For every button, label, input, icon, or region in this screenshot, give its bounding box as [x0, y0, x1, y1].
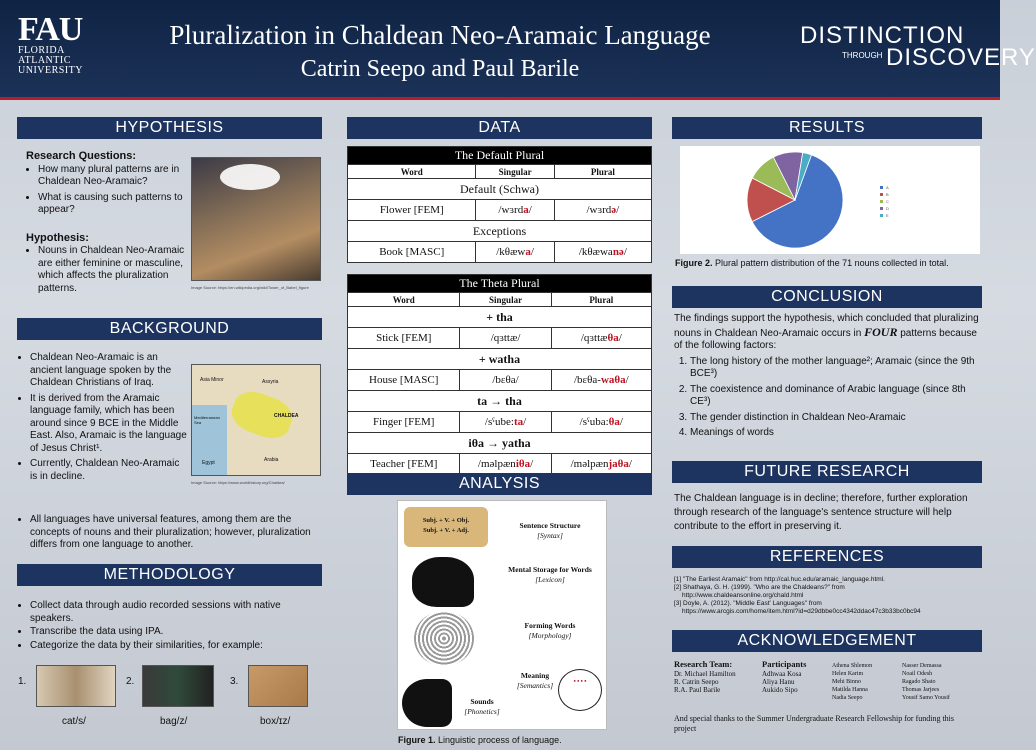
stage-sub: [Lexicon] [535, 575, 565, 584]
meaning-bubble: ● ● ● ● [558, 669, 602, 711]
rq-title: Research Questions: [26, 150, 137, 162]
word-cell: Finger [FEM] [348, 412, 460, 433]
map-label: Assyria [262, 379, 279, 385]
list-item: • What is causing such patterns to appear? [38, 192, 186, 217]
stage-sub: [Syntax] [537, 531, 563, 540]
background-text-wide [18, 514, 323, 555]
plural-cell: /məlpænjaθa/ [551, 454, 651, 475]
map-label: CHALDEA [274, 413, 299, 419]
theta-plural-table [347, 274, 652, 475]
table-title: The Default Plural [348, 147, 652, 165]
group-label: ta → tha [348, 391, 652, 412]
legend-swatch [880, 186, 883, 189]
table-row [348, 242, 652, 263]
word-cell: Stick [FEM] [348, 328, 460, 349]
legend-label: E [886, 213, 889, 218]
column-header: Word [348, 293, 460, 307]
column-header: Word [348, 165, 476, 179]
example-number: 1. [18, 676, 27, 687]
participant: Thomas Jarjees [902, 687, 940, 693]
methodology-text [18, 600, 323, 653]
table-title: The Theta Plural [348, 275, 652, 293]
chaldea-map [191, 364, 321, 476]
stage-semantics [510, 671, 560, 691]
logo-main: FAU [18, 11, 83, 48]
word-cell: Flower [FEM] [348, 200, 476, 221]
list-item: 2. The coexistence and dominance of Arabic language (since 8th CE³) [690, 384, 982, 409]
list-item: 1. The long history of the mother language²; Aramaic (since the 9th BCE³) [690, 356, 982, 381]
image-source: Image Source: https://www.worldhistory.org/Chaldea/ [191, 480, 285, 485]
poster-authors: Catrin Seepo and Paul Barile [300, 56, 580, 82]
fau-logo [18, 11, 83, 76]
conclusion-heading: CONCLUSION [672, 286, 982, 308]
poster-header [0, 0, 1036, 100]
singular-cell: /qɜttæ/ [460, 328, 551, 349]
stage-label: Sentence Structure [519, 521, 581, 530]
stage-sub: [Morphology] [528, 631, 572, 640]
singular-cell: /wɜrda/ [476, 200, 554, 221]
stage-label: Forming Words [524, 621, 576, 630]
tagline-3: DISCOVERY [886, 44, 1036, 71]
list-item: • Transcribe the data using IPA. [30, 626, 323, 639]
results-heading: RESULTS [672, 117, 982, 139]
methodology-heading: METHODOLOGY [17, 564, 322, 586]
column-header: Singular [476, 165, 554, 179]
references-list [674, 576, 982, 616]
column-header: Singular [460, 293, 551, 307]
future-text: The Chaldean language is in decline; therefore, further exploration through research of the language's sentence structure will help contribute to the effort in preserving it. [674, 493, 968, 532]
reference-item: https://www.arcgis.com/home/item.html?id=d29dbbe0cc4342ddac47c3b33bc0bc94 [682, 608, 921, 615]
map-label: Asia Minor [200, 377, 224, 383]
references-heading: REFERENCES [672, 546, 982, 568]
participants-col1 [762, 660, 828, 694]
table-row [348, 328, 652, 349]
word-cell: Teacher [FEM] [348, 454, 460, 475]
example-caption: bag/z/ [160, 716, 188, 727]
participant: Aukido Sipo [762, 686, 798, 694]
participant: Adhwaa Kosa [762, 670, 802, 678]
team-member: R.A. Paul Barile [674, 686, 721, 694]
research-team [674, 660, 758, 694]
stage-syntax [502, 521, 598, 541]
column-header: Plural [551, 293, 651, 307]
future-heading: FUTURE RESEARCH [672, 461, 982, 483]
logo-sub: ATLANTIC [18, 55, 71, 66]
table-row [348, 412, 652, 433]
legend-swatch [880, 200, 883, 203]
hypothesis-heading: HYPOTHESIS [17, 117, 322, 139]
legend-label: D [886, 206, 889, 211]
reference-item: http://www.chaldeansonline.org/chald.html [682, 592, 804, 599]
stage-label: Meaning [520, 671, 550, 680]
hyp-title: Hypothesis: [26, 231, 89, 244]
singular-cell: /məlpæniθa/ [460, 454, 551, 475]
philosophers-image [191, 157, 321, 281]
funding-thanks: And special thanks to the Summer Undergraduate Research Fellowship for funding this project [674, 714, 955, 733]
poster-title: Pluralization in Chaldean Neo-Aramaic Language [169, 20, 711, 50]
list-item: • Chaldean Neo-Aramaic is an ancient language spoken by the Chaldean Christians of Iraq. [30, 352, 188, 390]
stage-label: Sounds [470, 697, 494, 706]
column-header: Plural [554, 165, 651, 179]
background-text [18, 352, 188, 486]
participant: Noail Odesh [902, 671, 933, 677]
list-item: • Collect data through audio recorded sessions with native speakers. [30, 600, 323, 625]
example-caption: cat/s/ [62, 716, 86, 727]
legend-label: A [886, 185, 889, 190]
hypothesis-text [26, 150, 186, 298]
plural-cell: /bɛθa-waθa/ [551, 370, 651, 391]
participant: Helen Karim [832, 671, 864, 677]
participant: Matilda Hanna [832, 687, 868, 693]
speaker-silhouette [402, 679, 452, 727]
legend-label: B [886, 192, 889, 197]
tagline-logo [800, 22, 1036, 71]
analysis-heading: ANALYSIS [347, 473, 652, 495]
boxes-image [248, 665, 308, 707]
list-item: 3. The gender distinction in Chaldean Neo-Aramaic [690, 412, 982, 425]
legend-swatch [880, 207, 883, 210]
example-number: 3. [230, 676, 239, 687]
participant: Nadia Seepo [832, 695, 863, 701]
cats-image [36, 665, 116, 707]
scroll-line: Subj. + V. + Obj. [422, 517, 470, 524]
default-plural-table [347, 146, 652, 263]
figure-2-caption: Figure 2. Plural pattern distribution of the 71 nouns collected in total. [675, 258, 949, 268]
data-heading: DATA [347, 117, 652, 139]
plural-cell: /qɜttæθa/ [551, 328, 651, 349]
stage-sub: [Phonetics] [464, 707, 500, 716]
participant: Athena Shlemon [832, 663, 873, 669]
list-item: • How many plural patterns are in Chaldean Neo-Aramaic? [38, 164, 186, 189]
table-row [348, 370, 652, 391]
scroll-line: Subj. + V. + Adj. [423, 527, 469, 534]
reference-item: [1] "The Earliest Aramaic" from http://cal.huc.edu/aramaic_language.html. [674, 576, 885, 583]
reference-item: [3] Doyle, A. (2012). "Middle East' Languages" from [674, 600, 822, 607]
legend-swatch [880, 193, 883, 196]
participants-title: Participants [762, 659, 807, 669]
bags-image [142, 665, 214, 707]
participant: Nasser Demassa [902, 663, 942, 669]
legend-swatch [880, 214, 883, 217]
plural-cell: /sˤuba:θa/ [551, 412, 651, 433]
participant: Aliya Hanu [762, 678, 795, 686]
pie-slices [747, 152, 843, 248]
plural-cell: /wɜrdə/ [554, 200, 651, 221]
singular-cell: /kθæwa/ [476, 242, 554, 263]
table-row [348, 454, 652, 475]
logo-sub: UNIVERSITY [18, 65, 83, 76]
participants-col2 [832, 662, 898, 702]
head-silhouette [412, 557, 474, 607]
analysis-figure [397, 500, 607, 730]
image-source: Image Source: https://en.wikipedia.org/wiki/Tower_of_Babel_figure [191, 285, 309, 290]
acknowledgement-heading: ACKNOWLEDGEMENT [672, 630, 982, 652]
pie-chart [680, 146, 980, 254]
example-number: 2. [126, 676, 135, 687]
legend-label: C [886, 199, 889, 204]
stage-lexicon [492, 565, 608, 585]
list-item: 4. Meanings of words [690, 427, 982, 440]
map-label: Arabia [264, 457, 279, 463]
figure-1-caption: Figure 1. Linguistic process of language. [398, 735, 562, 745]
team-title: Research Team: [674, 659, 733, 669]
logo-sub: FLORIDA [18, 45, 65, 56]
list-item: • Currently, Chaldean Neo-Aramaic is in decline. [30, 458, 188, 483]
group-label: iθa → yatha [348, 433, 652, 454]
tagline-2: THROUGH [842, 51, 883, 60]
stage-morphology [502, 621, 598, 641]
example-caption: box/ɪz/ [260, 716, 291, 727]
map-label: Mediterranean Sea [194, 415, 220, 425]
reference-item: [2] Shathaya, G. H. (1999). "Who are the Chaldeans?" from [674, 584, 845, 591]
word-cloud-head [414, 611, 474, 666]
stage-sub: [Semantics] [516, 681, 554, 690]
stage-label: Mental Storage for Words [508, 565, 592, 574]
plural-cell: /kθæwanə/ [554, 242, 651, 263]
participants-col3 [902, 662, 982, 702]
group-label: + watha [348, 349, 652, 370]
participant: Mehi Binno [832, 679, 861, 685]
syntax-scroll [404, 507, 488, 547]
speech-bubble [220, 164, 280, 190]
word-cell: Book [MASC] [348, 242, 476, 263]
tagline-1: DISTINCTION [800, 22, 965, 49]
group-label: Default (Schwa) [348, 179, 652, 200]
participant: Ragado Shato [902, 679, 936, 685]
list-item: • Categorize the data by their similarities, for example: [30, 640, 323, 653]
table-row [348, 200, 652, 221]
participant: Yousif Samo Yousif [902, 695, 950, 701]
background-heading: BACKGROUND [17, 318, 322, 340]
group-label: Exceptions [348, 221, 652, 242]
stage-phonetics [454, 697, 510, 717]
team-member: R. Catrin Seepo [674, 678, 719, 686]
list-item: • Nouns in Chaldean Neo-Aramaic are either feminine or masculine, which affects the pluralization patterns. [38, 245, 186, 295]
singular-cell: /bɛθa/ [460, 370, 551, 391]
singular-cell: /sˤube:ta/ [460, 412, 551, 433]
list-item: • It is derived from the Aramaic language family, which has been around since 9 BCE in the Middle East. Also, Aramaic is the language of Jesus Christ¹. [30, 393, 188, 456]
conclusion-text: The findings support the hypothesis, which concluded that pluralizing nouns in Chaldean Neo-Aramaic occurs in FOUR patterns because of the following factors: 1. The long history of the mother language²; Aramaic (since the 9th BCE³) 2. The coexistence and dominance of Arabic language (since 8th CE³) 3. The gender distinction in Chaldean Neo-Aramaic 4. Meanings of words [674, 313, 982, 443]
team-member: Dr. Michael Hamilton [674, 670, 736, 678]
list-item: • All languages have universal features, among them are the concepts of nouns and their pluralization; however, pluralization differs from one language to another. [30, 514, 323, 552]
map-label: Egypt [202, 460, 215, 466]
word-cell: House [MASC] [348, 370, 460, 391]
group-label: + tha [348, 307, 652, 328]
